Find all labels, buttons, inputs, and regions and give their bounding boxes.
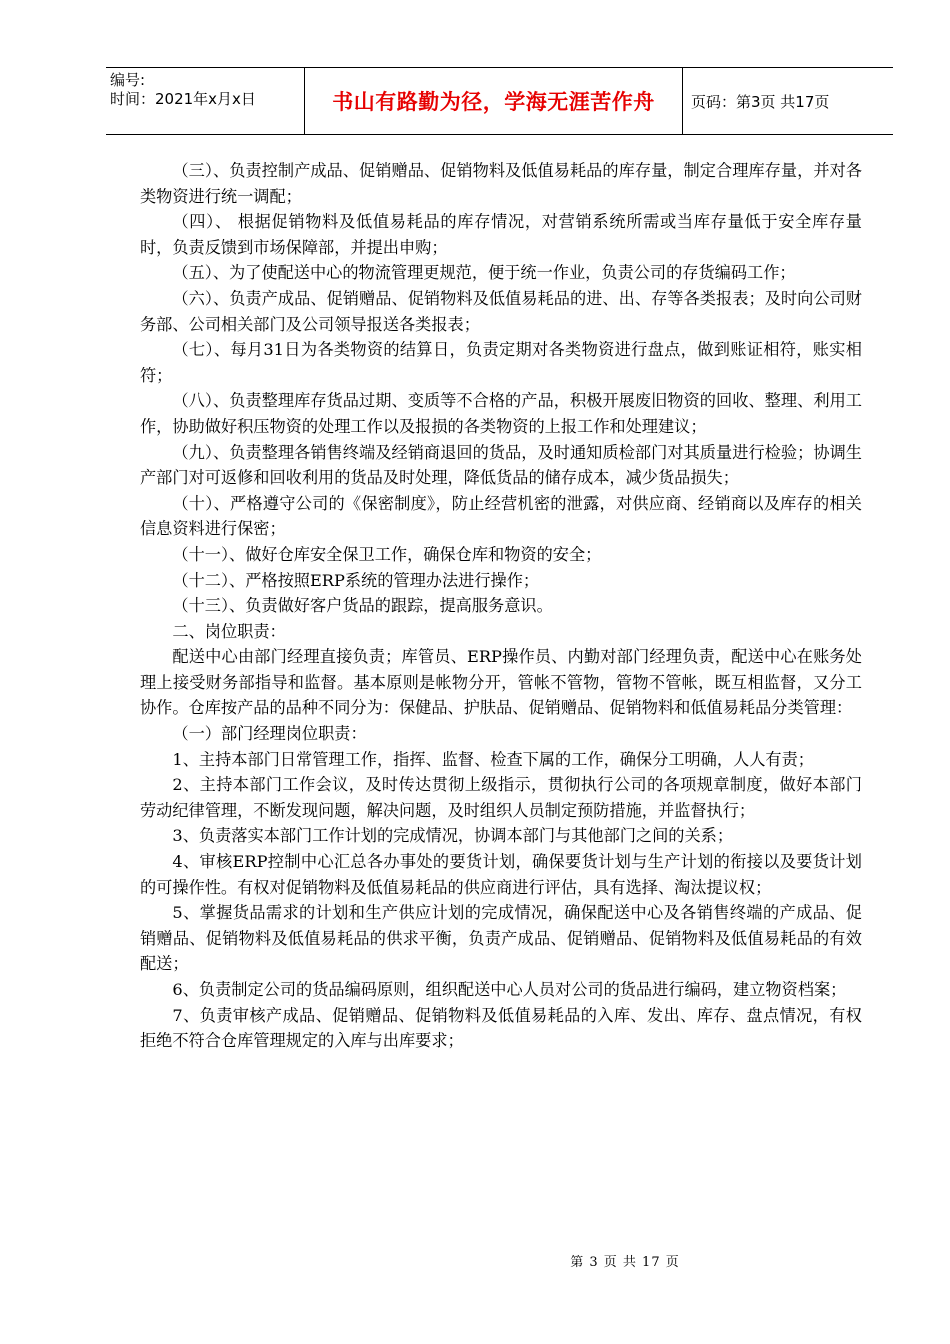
paragraph: （九）、负责整理各销售终端及经销商退回的货品，及时通知质检部门对其质量进行检验；协调生产部门对可返修和回收利用的货品及时处理，降低货品的储存成本，减少货品损失； <box>140 442 862 488</box>
paragraph: （三）、负责控制产成品、促销赠品、促销物料及低值易耗品的库存量，制定合理库存量，并对各类物资进行统一调配； <box>140 161 862 206</box>
paragraph: （十一）、做好仓库安全保卫工作，确保仓库和物资的安全； <box>172 544 602 564</box>
document-header <box>106 67 893 135</box>
paragraph: 2、主持本部门工作会议，及时传达贯彻上级指示，贯彻执行公司的各项规章制度，做好本部门劳动纪律管理，不断发现问题，解决问题，及时组织人员制定预防措施，并监督执行； <box>140 775 862 820</box>
paragraph: （四）、 根据促销物料及低值易耗品的库存情况，对营销系统所需或当库存量低于安全库存量时，负责反馈到市场保障部，并提出申购； <box>140 212 862 257</box>
paragraph: （六）、负责产成品、促销赠品、促销物料及低值易耗品的进、出、存等各类报表；及时向公司财务部、公司相关部门及公司领导报送各类报表； <box>140 288 862 334</box>
paragraph: 1、主持本部门日常管理工作，指挥、监督、检查下属的工作，确保分工明确，人人有责； <box>172 749 814 769</box>
paragraph: （七）、每月31日为各类物资的结算日，负责定期对各类物资进行盘点，做到账证相符，账实相符； <box>140 340 862 385</box>
header-page-info: 页码：第3页 共17页 <box>691 92 830 111</box>
paragraph: 配送中心由部门经理直接负责；库管员、ERP操作员、内勤对部门经理负责，配送中心在账务处理上接受财务部指导和监督。基本原则是帐物分开，管帐不管物，管物不管帐，既互相监督，又分工协作。仓库按产品的品种不同分为：保健品、护肤品、促销赠品、促销物料和低值易耗品分类管理： <box>140 647 862 718</box>
paragraph: 5、掌握货品需求的计划和生产供应计划的完成情况，确保配送中心及各销售终端的产成品、促销赠品、促销物料及低值易耗品的供求平衡，负责产成品、促销赠品、促销物料及低值易耗品的有效配送； <box>140 903 862 974</box>
paragraph: （五）、为了使配送中心的物流管理更规范，便于统一作业，负责公司的存货编码工作； <box>172 263 796 283</box>
paragraph: 4、审核ERP控制中心汇总各办事处的要货计划，确保要货计划与生产计划的衔接以及要货计划的可操作性。有权对促销物料及低值易耗品的供应商进行评估，具有选择、淘汰提议权； <box>140 852 862 897</box>
paragraph: （十二）、严格按照ERP系统的管理办法进行操作； <box>172 570 540 590</box>
page-footer: 第 3 页 共 17 页 <box>570 1255 680 1270</box>
paragraph: 3、负责落实本部门工作计划的完成情况，协调本部门与其他部门之间的关系； <box>172 826 734 846</box>
paragraph: 7、负责审核产成品、促销赠品、促销物料及低值易耗品的入库、发出、库存、盘点情况，有权拒绝不符合仓库管理规定的入库与出库要求； <box>140 1005 862 1051</box>
document-body <box>140 158 862 1054</box>
header-meta <box>106 68 305 134</box>
section-heading: 二、岗位职责： <box>172 621 286 641</box>
subsection-heading: （一）部门经理岗位职责： <box>172 724 367 744</box>
paragraph: （十三）、负责做好客户货品的跟踪，提高服务意识。 <box>172 596 553 616</box>
document-time: 时间：2021年x月x日 <box>110 90 256 108</box>
paragraph: 6、负责制定公司的货品编码原则，组织配送中心人员对公司的货品进行编码，建立物资档案； <box>172 980 847 999</box>
header-motto: 书山有路勤为径，学海无涯苦作舟 <box>305 68 683 134</box>
paragraph: （十）、严格遵守公司的《保密制度》，防止经营机密的泄露，对供应商、经销商以及库存的相关信息资料进行保密； <box>140 493 862 539</box>
paragraph: （八）、负责整理库存货品过期、变质等不合格的产品，积极开展废旧物资的回收、整理、利用工作，协助做好积压物资的处理工作以及报损的各类物资的上报工作和处理建议； <box>140 391 862 436</box>
document-number-label: 编号: <box>110 71 146 89</box>
